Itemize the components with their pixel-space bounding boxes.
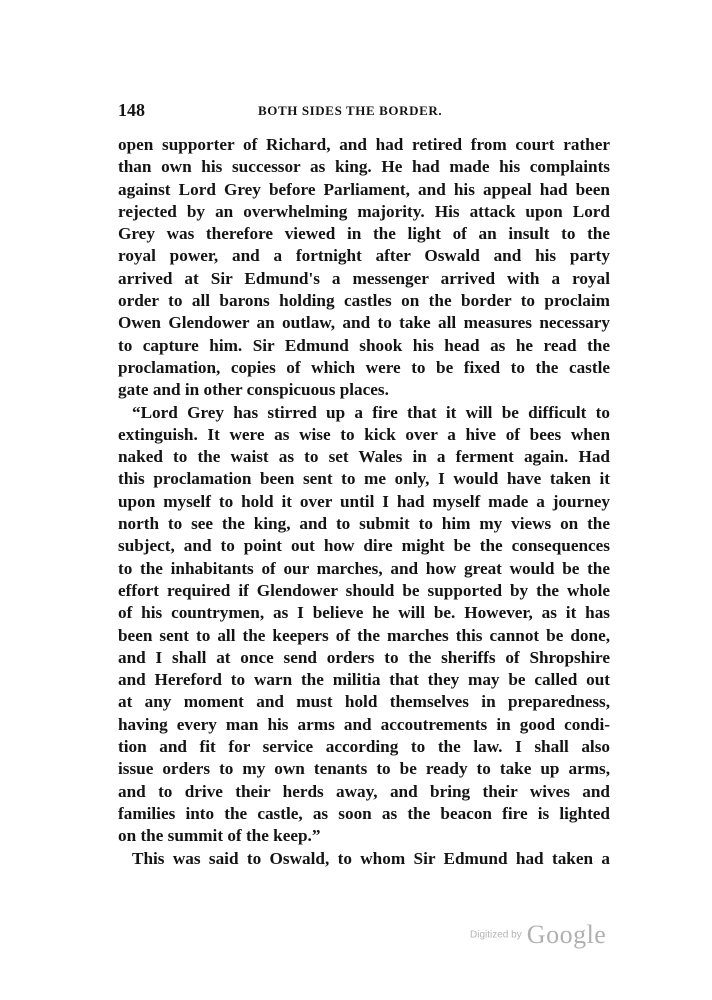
text-line: north to see the king, and to submit to him my views on the — [118, 514, 610, 534]
text-line: rejected by an overwhelming majority. His attack upon Lord — [118, 201, 610, 221]
text-line: of his countrymen, as I believe he will be. However, as it has — [118, 603, 610, 623]
text-line: tion and fit for service according to the law. I shall also — [118, 737, 610, 757]
text-line: Grey was therefore viewed in the light of an insult to the — [118, 224, 610, 244]
text-line: gate and in other conspicuous places. — [118, 380, 389, 400]
text-line: open supporter of Richard, and had retired from court rather — [118, 135, 610, 154]
text-line: and I shall at once send orders to the sheriffs of Shropshire — [118, 647, 610, 667]
text-line: been sent to all the keepers of the marches this cannot be done, — [118, 625, 610, 645]
page-header — [118, 100, 608, 124]
google-logo: Google — [526, 920, 607, 949]
text-line: royal power, and a fortnight after Oswald and his party — [118, 246, 610, 266]
text-line: and Hereford to warn the militia that they may be called out — [118, 670, 610, 690]
text-line: families into the castle, as soon as the beacon fire is lighted — [118, 803, 610, 823]
text-line: issue orders to my own tenants to be ready to take up arms, — [118, 759, 610, 779]
running-head: BOTH SIDES THE BORDER. — [258, 103, 443, 118]
text-line: subject, and to point out how dire might be the consequences — [118, 536, 610, 556]
digitized-watermark — [470, 920, 620, 960]
text-line: this proclamation been sent to me only, I would have taken it — [118, 469, 610, 489]
text-line: upon myself to hold it over until I had myself made a journey — [118, 491, 610, 511]
text-line: and to drive their herds away, and bring their wives and — [118, 781, 610, 801]
text-line: than own his successor as king. He had made his complaints — [118, 157, 610, 177]
text-line: at any moment and must hold themselves in preparedness, — [118, 692, 610, 712]
page-number: 148 — [118, 100, 145, 120]
text-line: having every man his arms and accoutrements in good condi- — [118, 714, 610, 734]
watermark-prefix: Digitized by — [470, 929, 522, 941]
text-line: Owen Glendower an outlaw, and to take all measures necessary — [118, 313, 610, 333]
text-line: “Lord Grey has stirred up a fire that it will be difficult to — [132, 402, 610, 422]
text-line: to capture him. Sir Edmund shook his head as he read the — [118, 335, 610, 355]
text-line: order to all barons holding castles on the border to proclaim — [118, 291, 610, 311]
text-line: extinguish. It were as wise to kick over a hive of bees when — [118, 424, 610, 444]
text-line: against Lord Grey before Parliament, and his appeal had been — [118, 179, 610, 199]
text-line: to the inhabitants of our marches, and how great would be the — [118, 558, 610, 578]
text-line: arrived at Sir Edmund's a messenger arrived with a royal — [118, 268, 610, 288]
text-line: proclamation, copies of which were to be fixed to the castle — [118, 357, 610, 377]
text-line: naked to the waist as to set Wales in a ferment again. Had — [118, 447, 610, 467]
text-line: effort required if Glendower should be supported by the whole — [118, 580, 610, 600]
text-line: This was said to Oswald, to whom Sir Edmund had taken a — [132, 848, 610, 868]
text-line: on the summit of the keep.” — [118, 826, 321, 846]
body-text — [118, 134, 610, 870]
